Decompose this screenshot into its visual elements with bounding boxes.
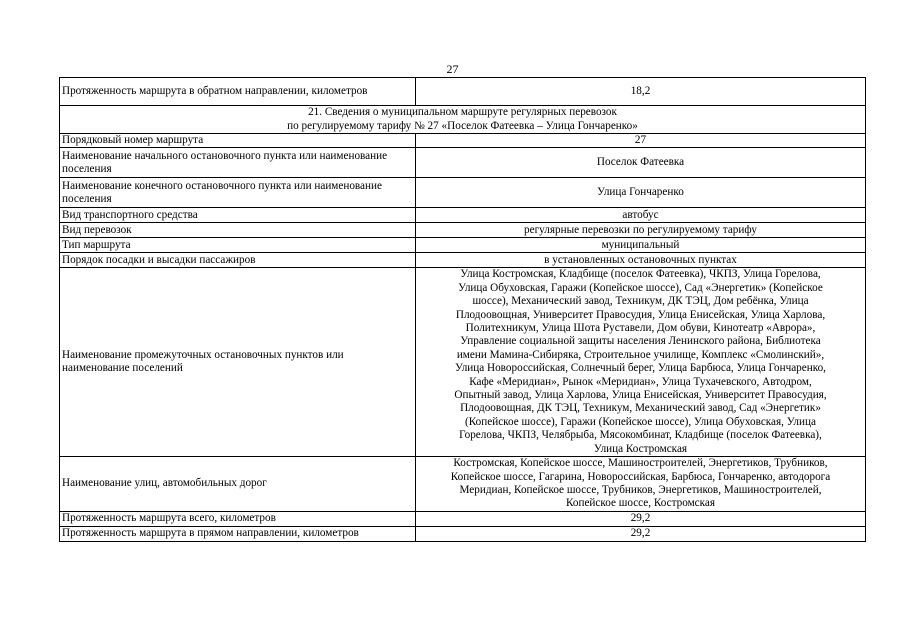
row-value: Поселок Фатеевка xyxy=(416,148,866,178)
stops-line: Улица Костромская xyxy=(593,442,688,455)
table-row xyxy=(60,238,866,253)
row-label: Вид перевозок xyxy=(60,223,416,238)
row-value: 27 xyxy=(416,134,866,148)
row-label: Наименование промежуточных остановочных пунктов или наименование поселений xyxy=(60,268,416,457)
row-value: 18,2 xyxy=(416,78,866,106)
route-info-table xyxy=(59,77,866,542)
streets-line: Копейское шоссе, Костромская xyxy=(565,497,716,510)
row-value: регулярные перевозки по регулируемому тарифу xyxy=(416,223,866,238)
stops-line: Горелова, ЧКПЗ, Челябрыба, Мясокомбинат, Кладбище (поселок Фатеевка), xyxy=(459,429,822,442)
row-label: Наименование конечного остановочного пункта или наименование поселения xyxy=(60,178,416,208)
stops-line: Управление социальной защиты населения Ленинского района, Библиотека xyxy=(460,335,821,348)
section-title-line: по регулируемому тарифу № 27 «Поселок Фатеевка – Улица Гончаренко» xyxy=(287,119,638,132)
table-row xyxy=(60,148,866,178)
row-value: 29,2 xyxy=(416,511,866,526)
row-label: Протяженность маршрута всего, километров xyxy=(60,511,416,526)
stops-line: имени Мамина-Сибиряка, Строительное училище, Комплекс «Смолинский», xyxy=(456,348,825,361)
row-value: 29,2 xyxy=(416,526,866,541)
row-value: в установленных остановочных пунктах xyxy=(416,253,866,268)
row-value: автобус xyxy=(416,208,866,223)
row-label: Протяженность маршрута в прямом направлении, километров xyxy=(60,526,416,541)
row-label: Порядковый номер маршрута xyxy=(60,134,416,148)
row-label: Наименование начального остановочного пункта или наименование поселения xyxy=(60,148,416,178)
table-row xyxy=(60,208,866,223)
row-label: Тип маршрута xyxy=(60,238,416,253)
streets-line: Костромская, Копейское шоссе, Машиностроителей, Энергетиков, Трубников, xyxy=(453,457,828,470)
table-row xyxy=(60,526,866,541)
stops-line: Улица Обуховская, Гаражи (Копейское шоссе), Сад «Энергетик» (Копейское xyxy=(458,281,823,294)
row-label: Протяженность маршрута в обратном направлении, километров xyxy=(60,78,416,106)
stops-line: шоссе), Механический завод, Техникум, ДК ТЭЦ, Дом ребёнка, Улица xyxy=(472,295,809,308)
intermediate-stops-list xyxy=(416,268,866,457)
table-row xyxy=(60,78,866,106)
table-row xyxy=(60,253,866,268)
stops-line: Улица Новороссийская, Солнечный берег, Улица Барбюса, Улица Гончаренко, xyxy=(455,362,826,375)
streets-list xyxy=(416,457,866,512)
page-number: 27 xyxy=(446,62,459,76)
row-value: муниципальный xyxy=(416,238,866,253)
row-label: Вид транспортного средства xyxy=(60,208,416,223)
row-label: Порядок посадки и высадки пассажиров xyxy=(60,253,416,268)
table-row xyxy=(60,178,866,208)
stops-line: Улица Костромская, Кладбище (поселок Фатеевка), ЧКПЗ, Улица Горелова, xyxy=(460,268,821,281)
row-value: Улица Гончаренко xyxy=(416,178,866,208)
stops-line: Политехникум, Улица Шота Руставели, Дом обуви, Кинотеатр «Аврора», xyxy=(465,322,816,335)
table-row xyxy=(60,511,866,526)
table-row xyxy=(60,223,866,238)
section-title-line: 21. Сведения о муниципальном маршруте регулярных перевозок xyxy=(308,106,617,119)
intermediate-stops-row xyxy=(60,268,866,457)
table-row xyxy=(60,134,866,148)
stops-line: Кафе «Меридиан», Рынок «Меридиан», Улица Тухачевского, Автодром, xyxy=(469,375,812,388)
streets-line: Копейское шоссе, Гагарина, Новороссийская, Барбюса, Гончаренко, автодорога xyxy=(450,470,831,483)
stops-line: Плодоовощная, ДК ТЭЦ, Техникум, Механический завод, Сад «Энергетик» xyxy=(460,402,821,415)
row-label: Наименование улиц, автомобильных дорог xyxy=(60,457,416,512)
streets-row xyxy=(60,457,866,512)
section-header-row xyxy=(60,106,866,134)
stops-line: Плодоовощная, Университет Правосудия, Улица Енисейская, Улица Харлова, xyxy=(455,308,826,321)
streets-line: Меридиан, Копейское шоссе, Трубников, Энергетиков, Машиностроителей, xyxy=(459,483,822,496)
stops-line: Опытный завод, Улица Харлова, Улица Енисейская, Университет Правосудия, xyxy=(454,389,827,402)
section-title xyxy=(60,106,866,134)
stops-line: (Копейское шоссе), Гаражи (Копейское шоссе), Улица Обуховская, Улица xyxy=(465,415,816,428)
